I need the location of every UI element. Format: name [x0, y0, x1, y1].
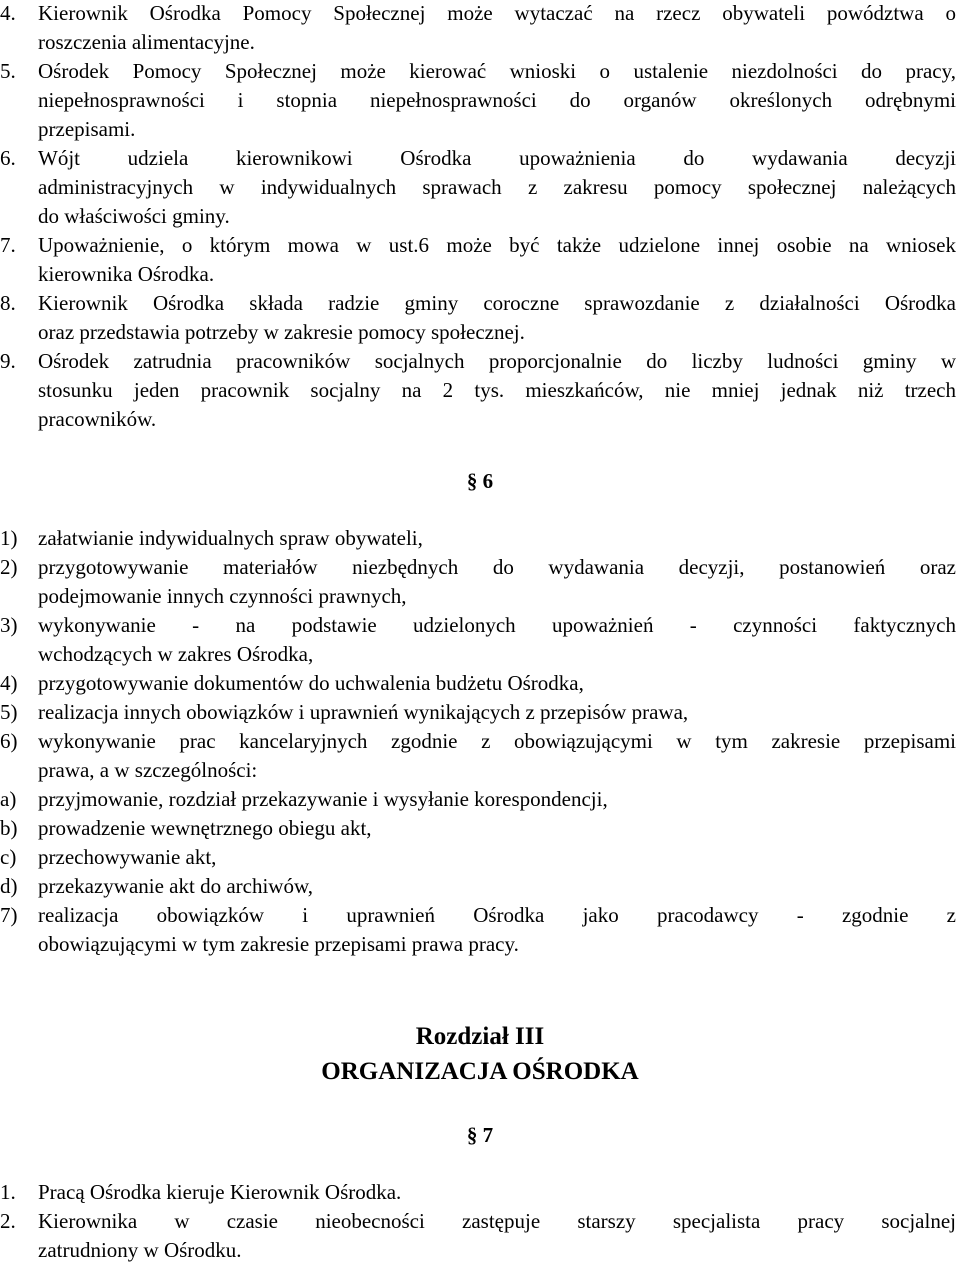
- list-item-text-line: wchodzących w zakres Ośrodka,: [38, 642, 314, 666]
- list-item-number: 2): [0, 555, 18, 579]
- list-item-text-line: prawa, a w szczególności:: [38, 758, 258, 782]
- chapter-subtitle: ORGANIZACJA OŚRODKA: [321, 1058, 639, 1085]
- list-item-text-line: prowadzenie wewnętrznego obiegu akt,: [38, 816, 372, 840]
- list-item-text-line: Wójt udziela kierownikowi Ośrodka upoważnienia do wydawania decyzji: [38, 146, 956, 170]
- list-item-text-line: administracyjnych w indywidualnych sprawach z zakresu pomocy społecznej należących: [38, 175, 956, 199]
- list-item-number: 1.: [0, 1180, 16, 1204]
- list-item-number: a): [0, 787, 17, 811]
- list-item-text-line: Kierownika w czasie nieobecności zastępuje starszy specjalista pracy socjalnej: [38, 1209, 956, 1233]
- list-item-text-line: załatwianie indywidualnych spraw obywateli,: [38, 526, 423, 550]
- list-item-text-line: Ośrodek Pomocy Społecznej może kierować wnioski o ustalenie niezdolności do pracy,: [38, 59, 956, 83]
- list-item-number: 4.: [0, 1, 16, 25]
- list-item-number: 8.: [0, 291, 16, 315]
- section-7-mark: § 7: [466, 1123, 494, 1147]
- list-item-text-line: wykonywanie - na podstawie udzielonych upoważnień - czynności faktycznych: [38, 613, 956, 637]
- list-item-text-line: przyjmowanie, rozdział przekazywanie i wysyłanie korespondencji,: [38, 787, 608, 811]
- list-item-number: 9.: [0, 349, 16, 373]
- list-item-number: 2.: [0, 1209, 16, 1233]
- list-item-text-line: przygotowywanie dokumentów do uchwalenia budżetu Ośrodka,: [38, 671, 584, 695]
- list-item-text-line: zatrudniony w Ośrodku.: [38, 1238, 242, 1262]
- list-item-text-line: Kierownik Ośrodka Pomocy Społecznej może wytaczać na rzecz obywateli powództwa o: [38, 1, 956, 25]
- list-item-text-line: niepełnosprawności i stopnia niepełnosprawności do organów określonych odrębnymi: [38, 88, 956, 112]
- list-item-number: 3): [0, 613, 18, 637]
- list-item-number: 6.: [0, 146, 16, 170]
- list-item-text-line: przechowywanie akt,: [38, 845, 217, 869]
- list-item-text-line: do właściwości gminy.: [38, 204, 230, 228]
- list-item-text-line: przepisami.: [38, 117, 136, 141]
- list-item-number: 7.: [0, 233, 16, 257]
- list-item-text-line: oraz przedstawia potrzeby w zakresie pomocy społecznej.: [38, 320, 525, 344]
- list-item-text-line: kierownika Ośrodka.: [38, 262, 215, 286]
- list-item-text-line: obowiązującymi w tym zakresie przepisami prawa pracy.: [38, 932, 519, 956]
- section-6-mark: § 6: [466, 469, 494, 493]
- list-item-text-line: stosunku jeden pracownik socjalny na 2 tys. mieszkańców, nie mniej jednak niż trzech: [38, 378, 956, 402]
- list-item-number: 5.: [0, 59, 16, 83]
- list-item-text-line: przygotowywanie materiałów niezbędnych do wydawania decyzji, postanowień oraz: [38, 555, 956, 579]
- list-item-text-line: przekazywanie akt do archiwów,: [38, 874, 314, 898]
- list-item-number: 4): [0, 671, 18, 695]
- chapter-title: Rozdział III: [415, 1023, 545, 1050]
- list-item-number: d): [0, 874, 18, 898]
- list-item-text-line: pracowników.: [38, 407, 157, 431]
- list-item-number: 1): [0, 526, 18, 550]
- list-item-text-line: Upoważnienie, o którym mowa w ust.6 może być także udzielone innej osobie na wniosek: [38, 233, 956, 257]
- list-item-number: b): [0, 816, 18, 840]
- list-item-text-line: Kierownik Ośrodka składa radzie gminy coroczne sprawozdanie z działalności Ośrodka: [38, 291, 956, 315]
- list-item-text-line: wykonywanie prac kancelaryjnych zgodnie z obowiązującymi w tym zakresie przepisami: [38, 729, 956, 753]
- list-item-number: 6): [0, 729, 18, 753]
- list-item-text-line: Ośrodek zatrudnia pracowników socjalnych proporcjonalnie do liczby ludności gminy w: [38, 349, 956, 373]
- list-item-text-line: podejmowanie innych czynności prawnych,: [38, 584, 407, 608]
- list-item-number: 5): [0, 700, 18, 724]
- list-item-text-line: Pracą Ośrodka kieruje Kierownik Ośrodka.: [38, 1180, 402, 1204]
- list-item-text-line: realizacja innych obowiązków i uprawnień wynikających z przepisów prawa,: [38, 700, 689, 724]
- list-item-number: c): [0, 845, 17, 869]
- list-item-number: 7): [0, 903, 18, 927]
- list-item-text-line: realizacja obowiązków i uprawnień Ośrodka jako pracodawcy - zgodnie z: [38, 903, 956, 927]
- list-item-text-line: roszczenia alimentacyjne.: [38, 30, 255, 54]
